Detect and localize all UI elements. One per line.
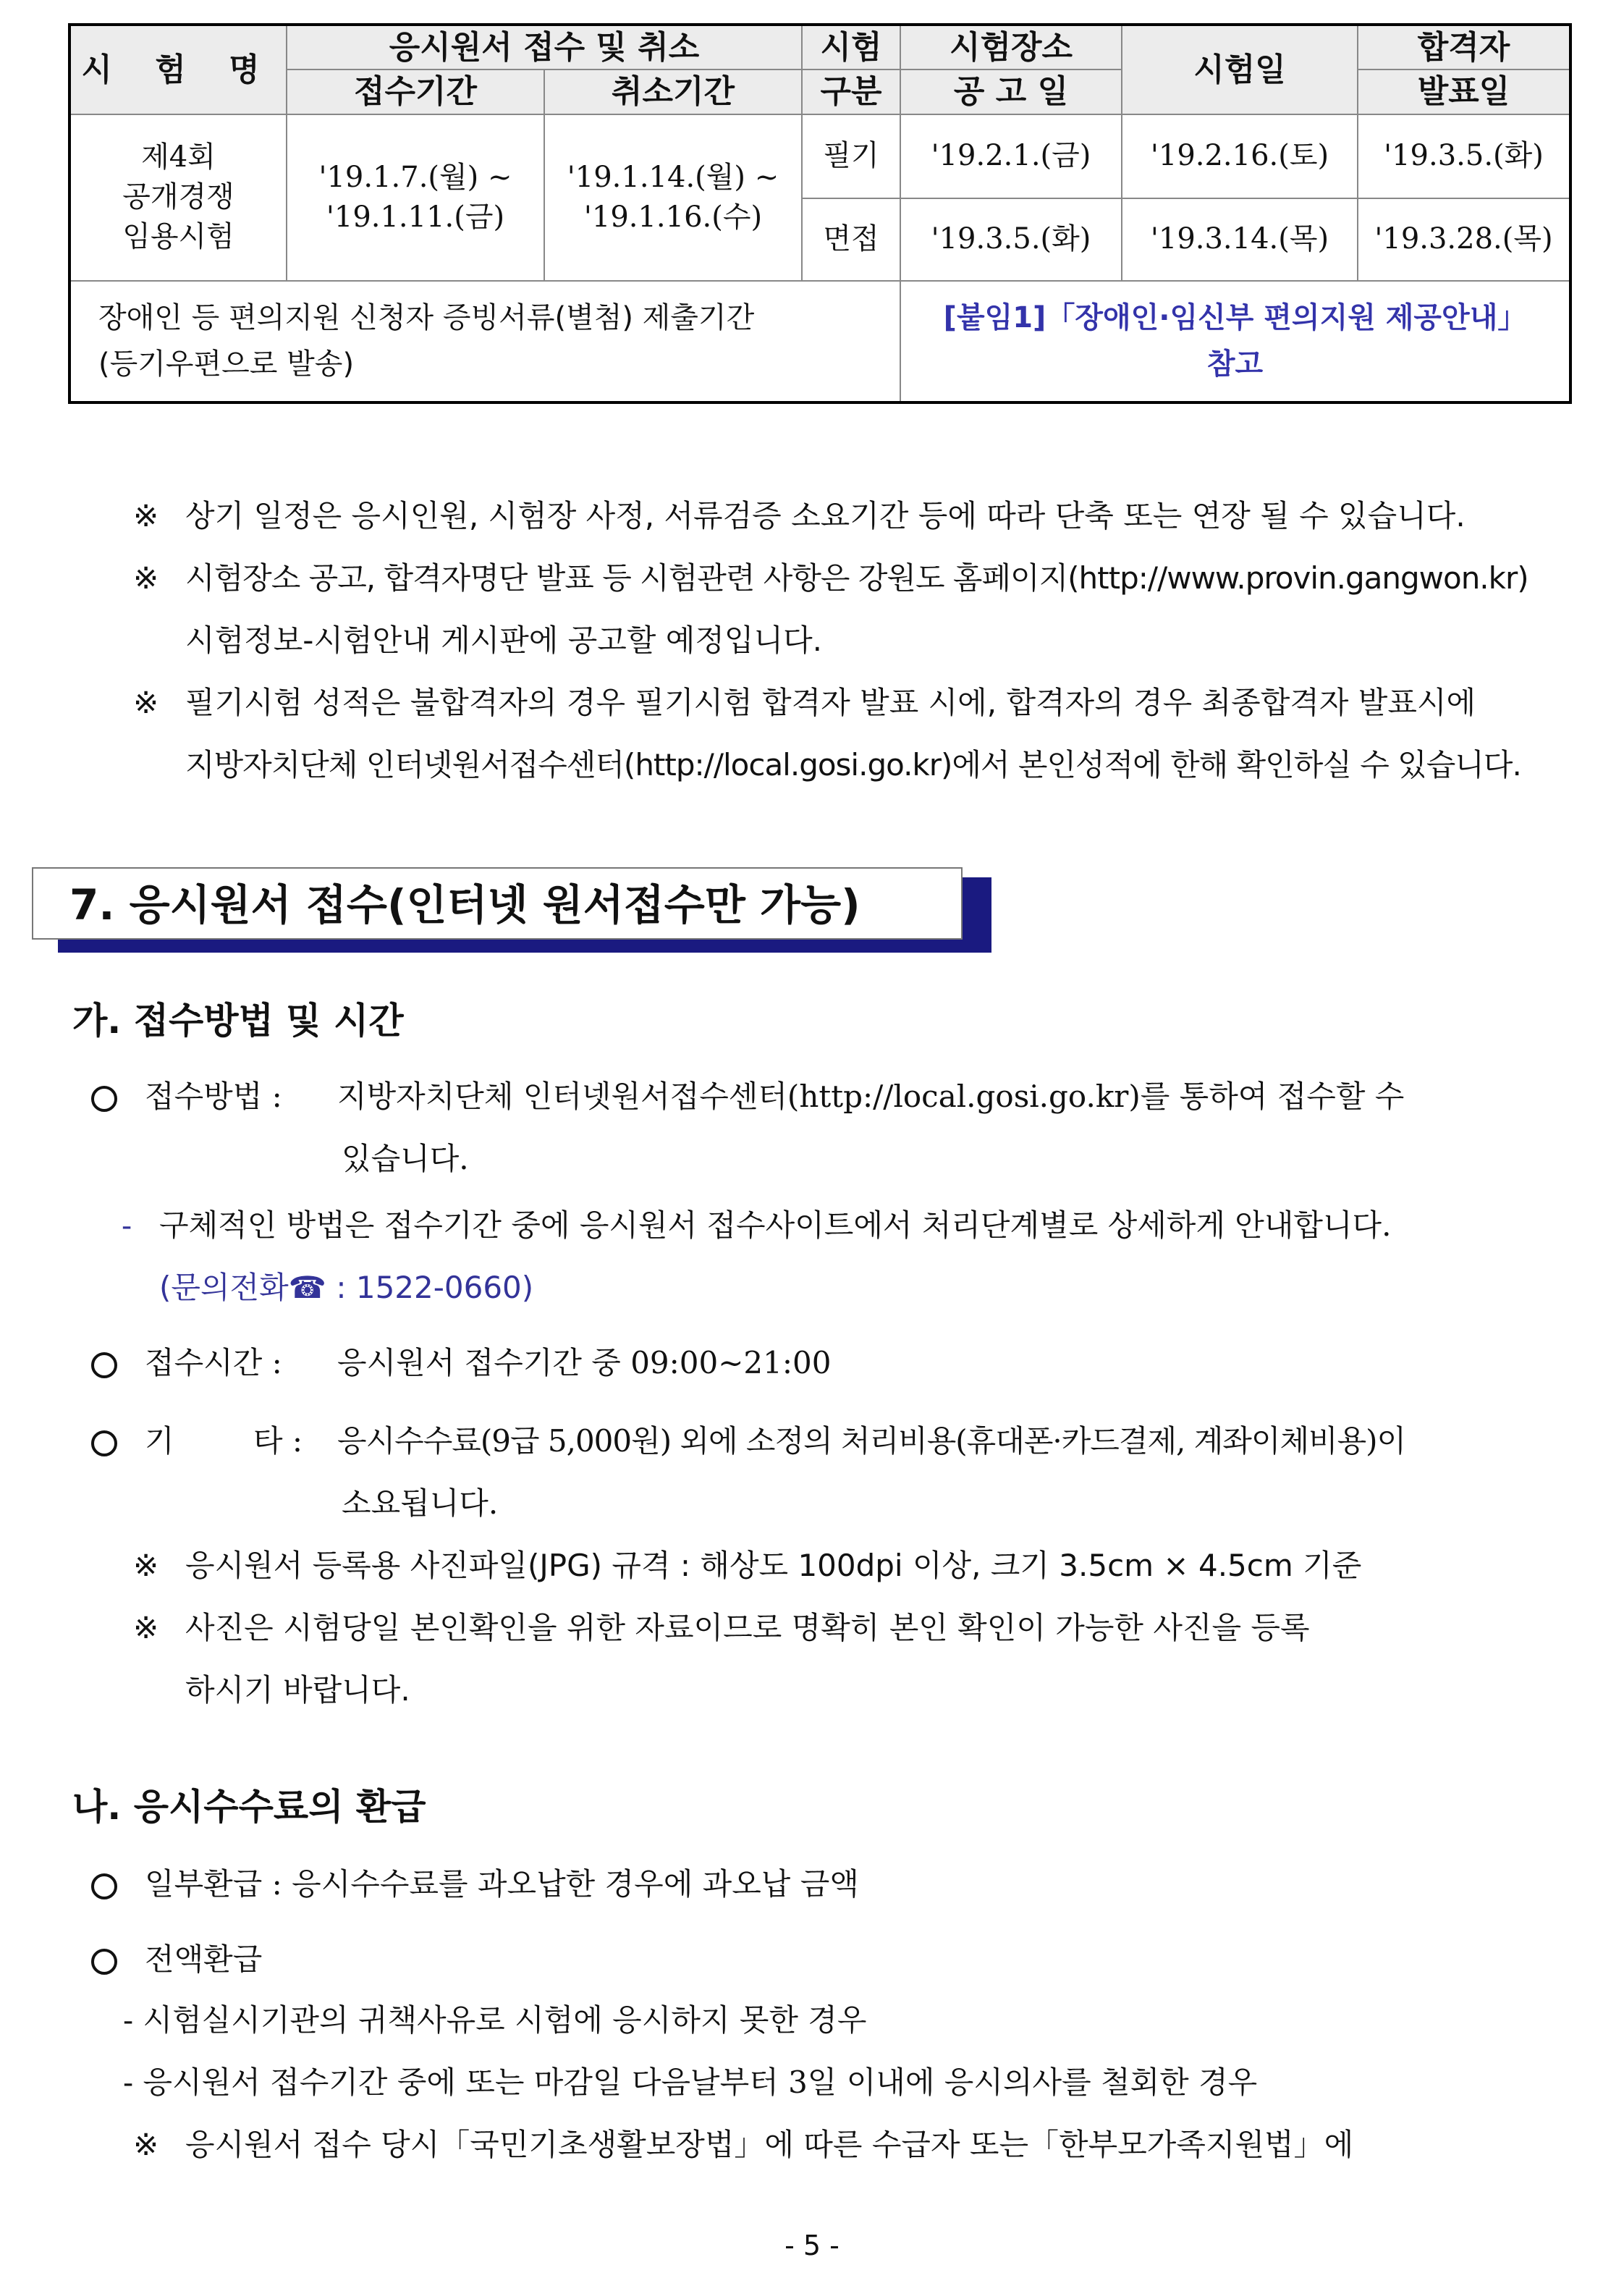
note-text: 필기시험 성적은 불합격자의 경우 필기시험 합격자 발표 시에, 합격자의 경우 최종합격자 발표시에: [185, 685, 1476, 720]
page-number: - 5 -: [784, 2230, 840, 2261]
cancel-line: '19.1.16.(수): [583, 200, 763, 234]
note-text: 지방자치단체 인터넷원서접수센터(http://local.gosi.go.kr)에서 본인성적에 한해 확인하실 수 있습니다.: [185, 747, 1521, 783]
header-exam-name: 시 험 명: [69, 25, 287, 114]
photo-note-1: [133, 1535, 1569, 1597]
etc-label: 기: [145, 1423, 174, 1459]
header-result-2: 발표일: [1358, 69, 1570, 114]
bullet-circle: [91, 1086, 117, 1112]
etc-text: 소요됩니다.: [342, 1485, 499, 1521]
header-receipt-period: 접수기간: [287, 69, 544, 114]
bullet-circle: [91, 1430, 117, 1456]
inquiry-phone: (문의전화☎ : 1522-0660): [159, 1270, 534, 1305]
section-7-heading: [32, 867, 965, 942]
note-mark: ※: [133, 2127, 159, 2162]
full-refund-case-2: - 응시원서 접수기간 중에 또는 마감일 다음날부터 3일 이내에 응시의사를 철회한 경우: [123, 2065, 1258, 2100]
subsection-na-heading: 나. 응시수수료의 환급: [72, 1786, 426, 1828]
method-text: 있습니다.: [342, 1141, 469, 1176]
exam-name-line: 제4회: [141, 140, 216, 174]
header-exam-type-1: 시험: [802, 25, 900, 69]
note-text: 시험정보-시험안내 게시판에 공고할 예정입니다.: [185, 623, 822, 658]
photo-note-2: [133, 1597, 1569, 1721]
exam-date-written: '19.2.16.(토): [1122, 114, 1358, 198]
header-application-group: 응시원서 접수 및 취소: [287, 25, 802, 69]
note-mark: ※: [133, 1610, 159, 1645]
method-text: 지방자치단체 인터넷원서접수센터(http://local.gosi.go.kr)를 통하여 접수할 수: [337, 1079, 1405, 1114]
attachment-reference-line: [붙임1]「장애인·임신부 편의지원 제공안내」: [943, 301, 1527, 335]
note-text: 상기 일정은 응시인원, 시험장 사정, 서류검증 소요기간 등에 따라 단축 또는 연장 될 수 있습니다.: [185, 498, 1466, 534]
full-refund-item: 전액환급: [145, 1941, 263, 1977]
exam-name-line: 공개경쟁: [122, 180, 234, 214]
note-mark: ※: [133, 498, 159, 534]
detail-text: 구체적인 방법은 접수기간 중에 응시원서 접수사이트에서 처리단계별로 상세하게 안내합니다.: [159, 1207, 1392, 1243]
venue-date-interview: '19.3.5.(화): [900, 198, 1122, 281]
cancel-line: '19.1.14.(월) ~: [567, 160, 779, 194]
method-label: 접수방법 :: [145, 1079, 282, 1114]
bullet-circle: [91, 1873, 117, 1899]
etc-label: 타 :: [253, 1423, 303, 1459]
exam-date-interview: '19.3.14.(목): [1122, 198, 1358, 281]
time-item: [145, 1332, 1569, 1394]
section-heading-box: 7. 응시원서 접수(인터넷 원서접수만 가능): [32, 867, 963, 940]
header-venue-1: 시험장소: [900, 25, 1122, 69]
receipt-line: '19.1.7.(월) ~: [318, 160, 512, 194]
note-text: 하시기 바랍니다.: [185, 1672, 410, 1708]
result-date-interview: '19.3.28.(목): [1358, 198, 1570, 281]
header-venue-2: 공 고 일: [900, 69, 1122, 114]
note-mark: ※: [133, 685, 159, 720]
note-text: 응시원서 등록용 사진파일(JPG) 규격 : 해상도 100dpi 이상, 크기 3.5cm × 4.5cm 기준: [185, 1548, 1362, 1583]
header-cancel-period: 취소기간: [544, 69, 802, 114]
header-exam-type-2: 구분: [802, 69, 900, 114]
note-text: 시험장소 공고, 합격자명단 발표 등 시험관련 사항은 강원도 홈페이지(http://www.provin.gangwon.kr): [185, 560, 1528, 596]
result-date-written: '19.3.5.(화): [1358, 114, 1570, 198]
receipt-line: '19.1.11.(금): [326, 200, 505, 234]
full-refund-case-1: - 시험실시기관의 귀책사유로 시험에 응시하지 못한 경우: [123, 2002, 867, 2038]
header-result-1: 합격자: [1358, 25, 1570, 69]
exam-name-cell: [69, 114, 287, 281]
receipt-period-cell: [287, 114, 544, 281]
attachment-reference: [900, 281, 1570, 402]
time-label: 접수시간 :: [145, 1345, 282, 1380]
method-item: [145, 1066, 1569, 1190]
cancel-period-cell: [544, 114, 802, 281]
schedule-note-1: [133, 485, 1569, 547]
note-mark: ※: [133, 560, 159, 596]
disability-support-line: 장애인 등 편의지원 신청자 증빙서류(별첨) 제출기간: [98, 301, 755, 335]
exam-type-written: 필기: [802, 114, 900, 198]
method-detail: [122, 1194, 1569, 1319]
dash-marker: -: [122, 1207, 132, 1243]
partial-refund-item: 일부환급 : 응시수수료를 과오납한 경우에 과오납 금액: [145, 1866, 859, 1902]
attachment-reference-line: 참고: [1206, 347, 1264, 381]
schedule-note-2: [133, 547, 1569, 672]
header-exam-date: 시험일: [1122, 25, 1358, 114]
note-text: 응시원서 접수 당시「국민기초생활보장법」에 따른 수급자 또는「한부모가족지원법」에: [185, 2127, 1354, 2162]
bullet-circle: [91, 1352, 117, 1378]
etc-text: 응시수수료(9급 5,000원) 외에 소정의 처리비용(휴대폰·카드결제, 계좌이체비용)이: [337, 1423, 1406, 1459]
venue-date-written: '19.2.1.(금): [900, 114, 1122, 198]
schedule-note-3: [133, 672, 1569, 796]
exam-name-line: 임용시험: [122, 220, 234, 254]
full-refund-note: [133, 2114, 1569, 2176]
disability-support-line: (등기우편으로 발송): [98, 347, 355, 381]
subsection-ga-heading: 가. 접수방법 및 시간: [72, 1000, 404, 1042]
bullet-circle: [91, 1949, 117, 1975]
etc-item: [145, 1410, 1569, 1535]
exam-type-interview: 면접: [802, 198, 900, 281]
exam-schedule-table: [68, 23, 1572, 404]
time-text: 응시원서 접수기간 중 09:00~21:00: [337, 1345, 832, 1380]
note-mark: ※: [133, 1548, 159, 1583]
disability-support-note: [69, 281, 900, 402]
note-text: 사진은 시험당일 본인확인을 위한 자료이므로 명확히 본인 확인이 가능한 사진을 등록: [185, 1610, 1310, 1645]
